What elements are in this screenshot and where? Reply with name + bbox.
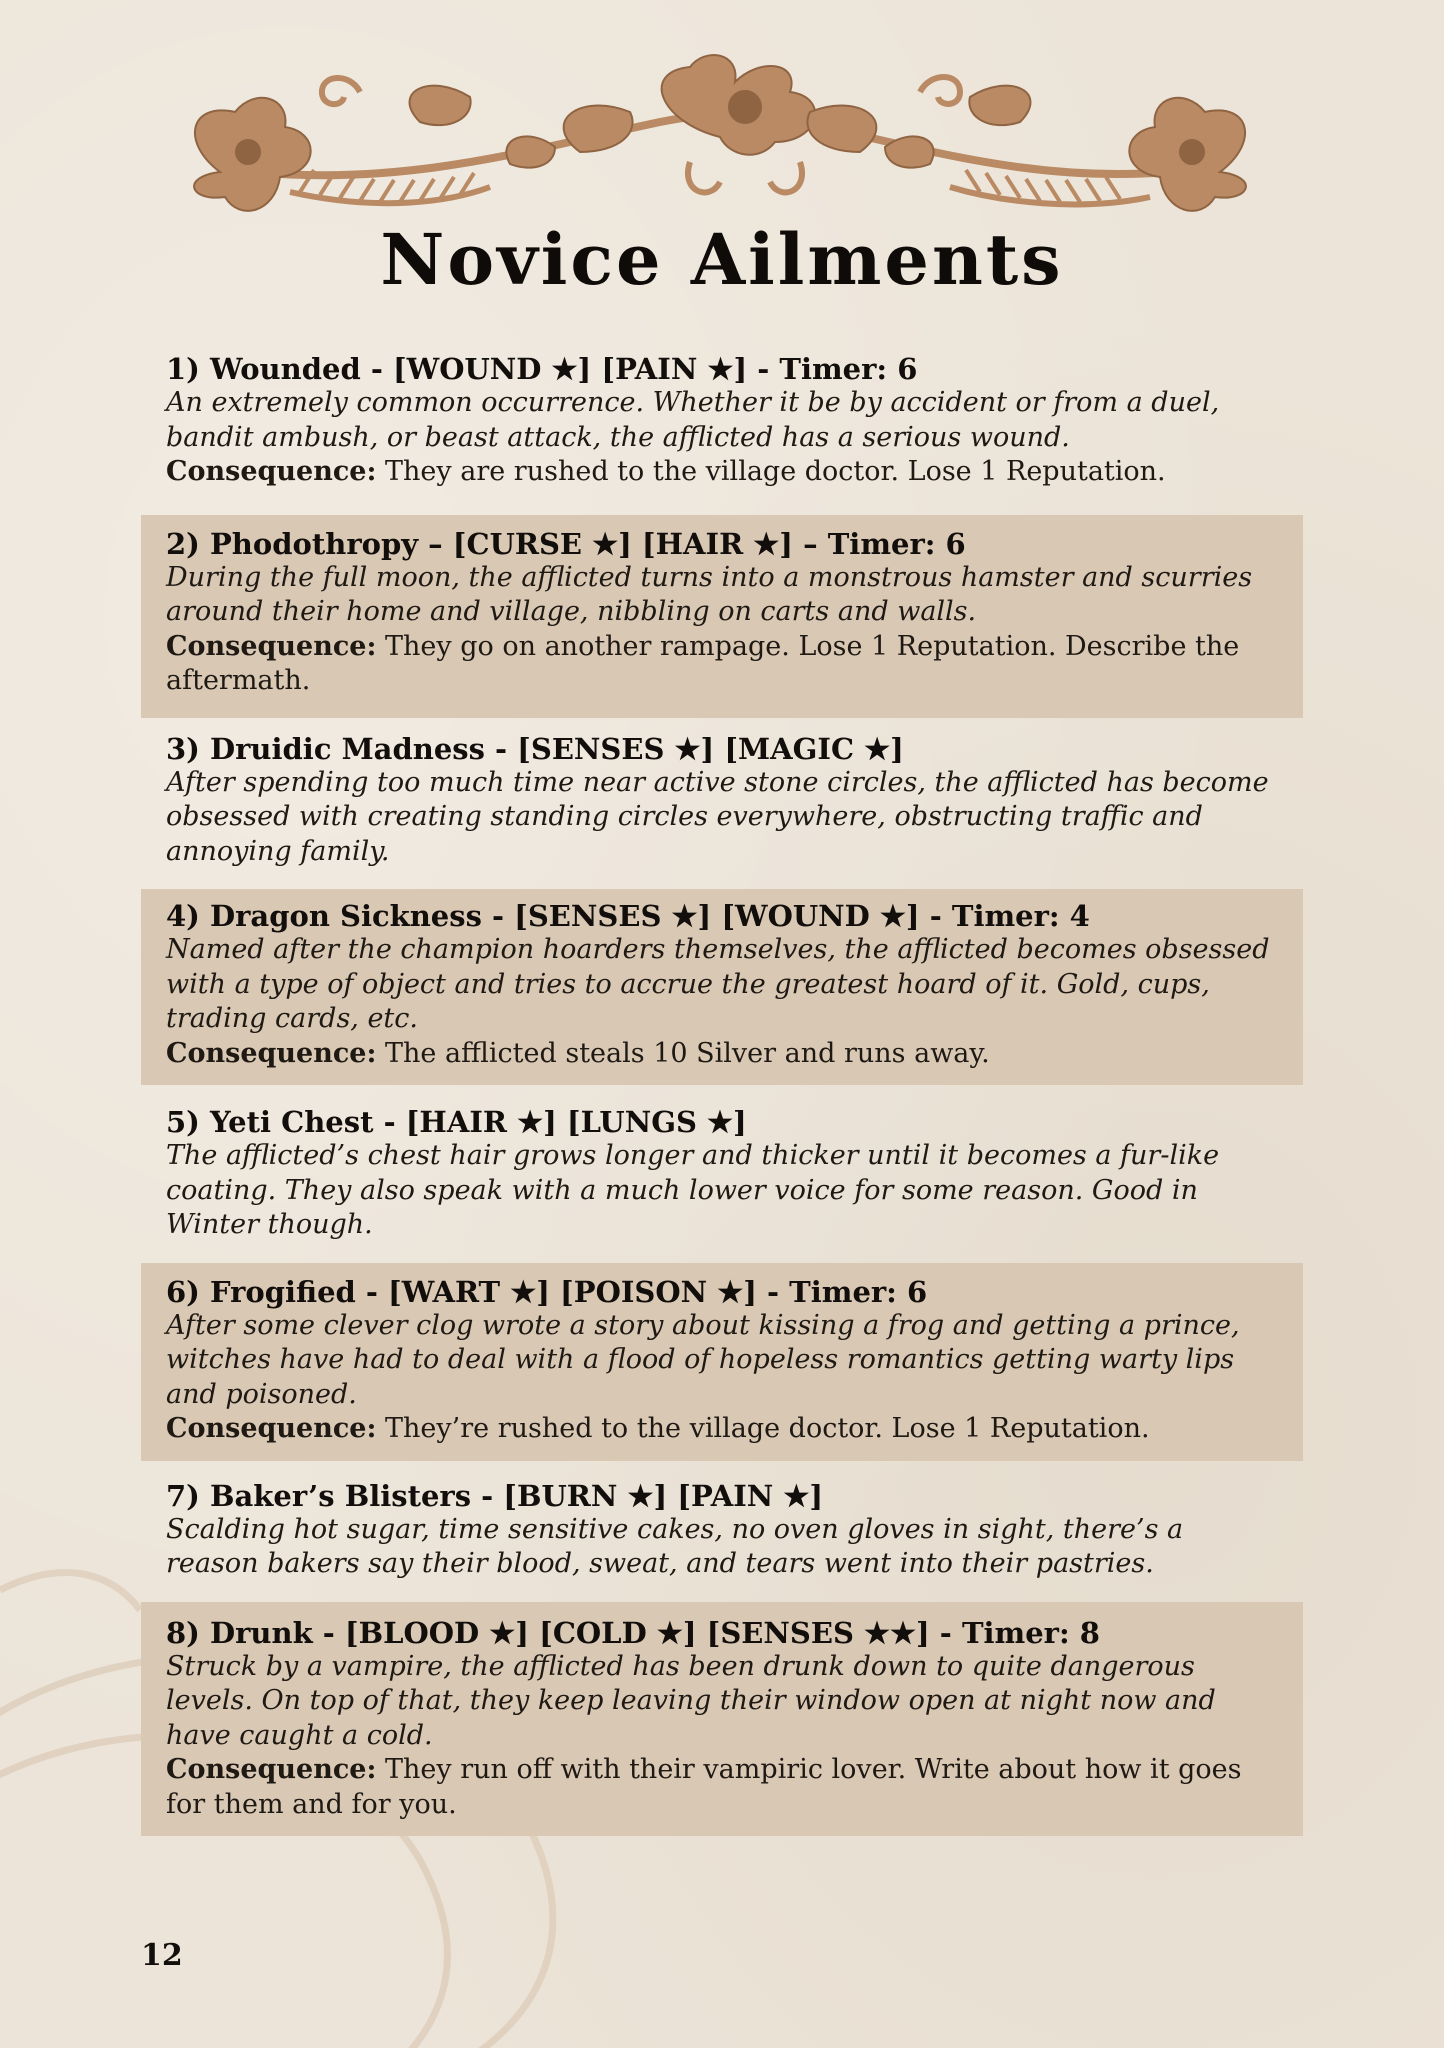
ailment-heading: 2) Phodothropy – [CURSE ★] [HAIR ★] – Timer: 6 bbox=[166, 526, 966, 561]
ailment-description: Struck by a vampire, the afflicted has been drunk down to quite dangerous levels. On top of that, they keep leaving their window open at night now and have caught a cold. bbox=[166, 1650, 1216, 1751]
ailment-heading: 7) Baker’s Blisters - [BURN ★] [PAIN ★] bbox=[166, 1478, 824, 1513]
consequence-label: Consequence: bbox=[166, 630, 377, 662]
ailment-consequence bbox=[166, 1412, 1278, 1447]
ailment-description: An extremely common occurrence. Whether it be by accident or from a duel, bandit ambush, or beast attack, the afflicted has a serious wound. bbox=[166, 387, 1220, 453]
consequence-text: They are rushed to the village doctor. Lose 1 Reputation. bbox=[385, 456, 1166, 487]
ailment-heading: 5) Yeti Chest - [HAIR ★] [LUNGS ★] bbox=[166, 1105, 747, 1139]
ailment-description: Named after the champion hoarders themselves, the afflicted becomes obsessed with a type of object and tries to accrue the greatest hoard of it. Gold, cups, trading cards, etc. bbox=[166, 934, 1270, 1034]
ailment-heading: 1) Wounded - [WOUND ★] [PAIN ★] - Timer: 6 bbox=[166, 352, 918, 386]
ailment-description: During the full moon, the afflicted turns into a monstrous hamster and scurries around their home and village, nibbling on carts and walls. bbox=[166, 561, 1253, 627]
consequence-text: They’re rushed to the village doctor. Lose 1 Reputation. bbox=[385, 1413, 1150, 1444]
ailment-entry-8 bbox=[141, 1602, 1303, 1837]
consequence-label: Consequence: bbox=[166, 1037, 377, 1069]
consequence-label: Consequence: bbox=[166, 456, 377, 487]
ailment-heading: 4) Dragon Sickness - [SENSES ★] [WOUND ★] - Timer: 4 bbox=[166, 899, 1090, 933]
ailment-entry-1 bbox=[141, 350, 1303, 490]
consequence-text: They run off with their vampiric lover. Write about how it goes for them and for you. bbox=[166, 1754, 1242, 1820]
ailment-entry-4 bbox=[141, 889, 1303, 1085]
consequence-label: Consequence: bbox=[166, 1754, 377, 1785]
ailment-entry-7 bbox=[141, 1461, 1303, 1602]
ailment-consequence bbox=[166, 455, 1278, 490]
ailment-entry-6 bbox=[141, 1263, 1303, 1461]
ailment-description: After some clever clog wrote a story about kissing a frog and getting a prince, witches have had to deal with a flood of hopeless romantics getting warty lips and poisoned. bbox=[166, 1309, 1240, 1410]
ailment-heading: 8) Drunk - [BLOOD ★] [COLD ★] [SENSES ★★] - Timer: 8 bbox=[166, 1615, 1100, 1650]
ailment-description: Scalding hot sugar, time sensitive cakes, no oven gloves in sight, there’s a reason bakers say their blood, sweat, and tears went into their pastries. bbox=[166, 1513, 1184, 1579]
ailment-description: The afflicted’s chest hair grows longer and thicker until it becomes a fur-like coating. They also speak with a much lower voice for some reason. Good in Winter though. bbox=[166, 1140, 1220, 1240]
page-title: Novice Ailments bbox=[380, 218, 1064, 301]
ailment-consequence bbox=[166, 630, 1278, 699]
ailment-consequence bbox=[166, 1753, 1278, 1822]
consequence-text: They go on another rampage. Lose 1 Reputation. Describe the aftermath. bbox=[166, 630, 1240, 696]
ailment-entry-5 bbox=[141, 1085, 1303, 1263]
page-number: 12 bbox=[141, 1938, 183, 1973]
ailment-heading: 3) Druidic Madness - [SENSES ★] [MAGIC ★] bbox=[166, 731, 904, 766]
ailment-entry-2 bbox=[141, 515, 1303, 718]
consequence-text: The afflicted steals 10 Silver and runs away. bbox=[385, 1037, 990, 1069]
floral-vine-ornament bbox=[160, 52, 1280, 232]
ailment-description: After spending too much time near active stone circles, the afflicted has become obsessed with creating standing circles everywhere, obstructing traffic and annoying family. bbox=[166, 766, 1269, 867]
ailment-list bbox=[141, 350, 1303, 1836]
ailment-consequence bbox=[166, 1037, 1278, 1072]
consequence-label: Consequence: bbox=[166, 1413, 377, 1444]
ailment-entry-3 bbox=[141, 718, 1303, 890]
ailment-heading: 6) Frogified - [WART ★] [POISON ★] - Timer: 6 bbox=[166, 1274, 928, 1309]
